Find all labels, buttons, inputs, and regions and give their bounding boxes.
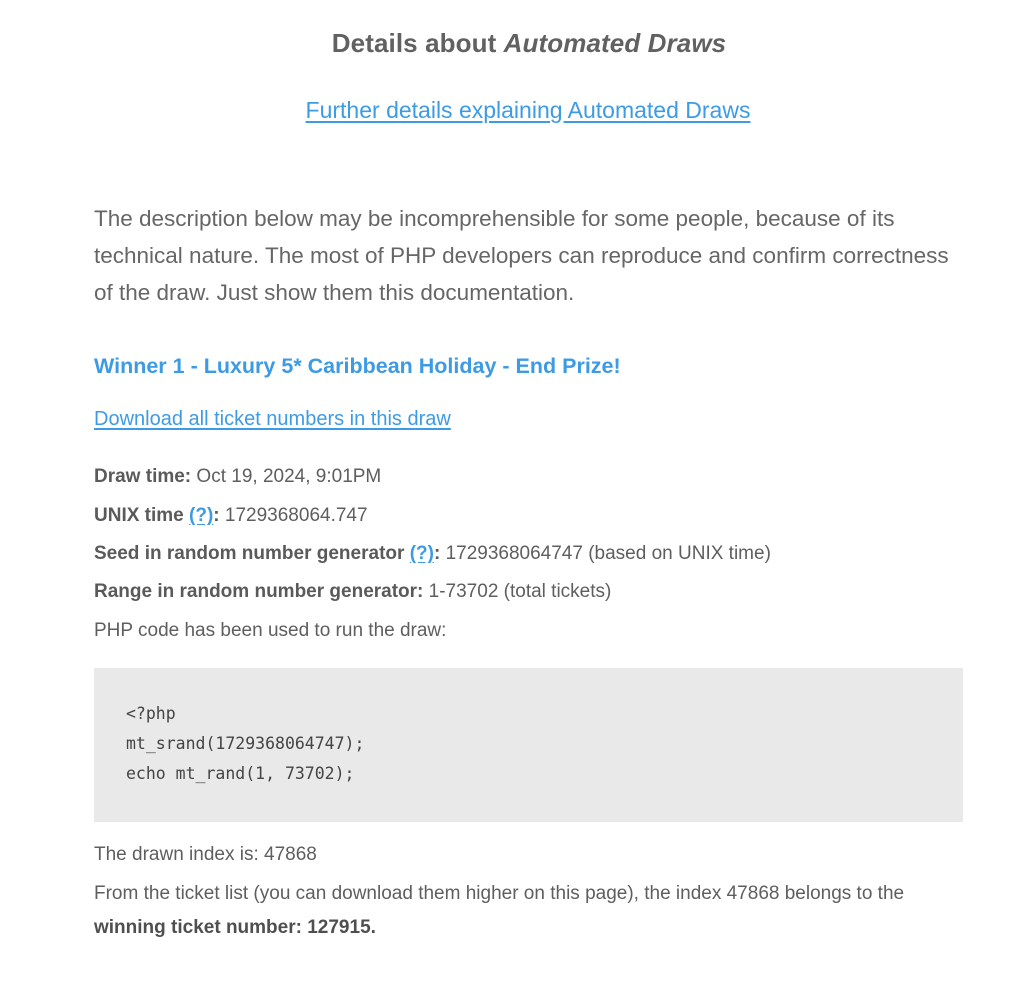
further-details-link[interactable]: Further details explaining Automated Draws [305, 97, 751, 123]
seed-value: 1729368064747 (based on UNIX time) [445, 543, 771, 564]
winning-ticket-number: winning ticket number: 127915. [94, 917, 376, 938]
unix-time-value: 1729368064.747 [224, 505, 368, 526]
drawn-index-text: The drawn index is: 47868 [94, 844, 317, 865]
seed-colon: : [433, 543, 441, 564]
page-title [0, 28, 1024, 59]
range-value: 1-73702 (total tickets) [428, 581, 612, 602]
unix-time-help-link[interactable]: (?) [189, 505, 214, 526]
winning-ticket-sentence: From the ticket list (you can download them higher on this page), the index 47868 belongs to the [94, 883, 905, 904]
code-line-1: <?php [126, 704, 176, 723]
seed-help-link[interactable]: (?) [409, 543, 434, 564]
intro-paragraph: The description below may be incomprehensible for some people, because of its technical nature. The most of PHP developers can reproduce and confirm correctness of the draw. Just show them this documentation. [94, 206, 949, 305]
draw-time-value: Oct 19, 2024, 9:01PM [196, 466, 382, 487]
range-row [94, 581, 611, 603]
winner-heading: Winner 1 - Luxury 5* Caribbean Holiday - End Prize! [94, 354, 621, 378]
range-label: Range in random number generator: [94, 581, 424, 602]
draw-time-label: Draw time: [94, 466, 192, 487]
php-note: PHP code has been used to run the draw: [94, 620, 447, 641]
draw-time-row [94, 466, 381, 488]
code-line-3: echo mt_rand(1, 73702); [126, 764, 355, 783]
winning-ticket-text [94, 877, 974, 945]
seed-label: Seed in random number generator [94, 543, 405, 564]
title-emphasis: Automated Draws [503, 28, 727, 58]
code-line-2: mt_srand(1729368064747); [126, 734, 365, 753]
unix-time-label: UNIX time [94, 505, 184, 526]
download-tickets-link[interactable]: Download all ticket numbers in this draw [94, 408, 451, 430]
title-prefix: Details about [331, 28, 497, 58]
unix-time-colon: : [213, 505, 220, 526]
php-code-block [94, 668, 963, 822]
seed-row [94, 543, 771, 565]
unix-time-row [94, 505, 368, 527]
